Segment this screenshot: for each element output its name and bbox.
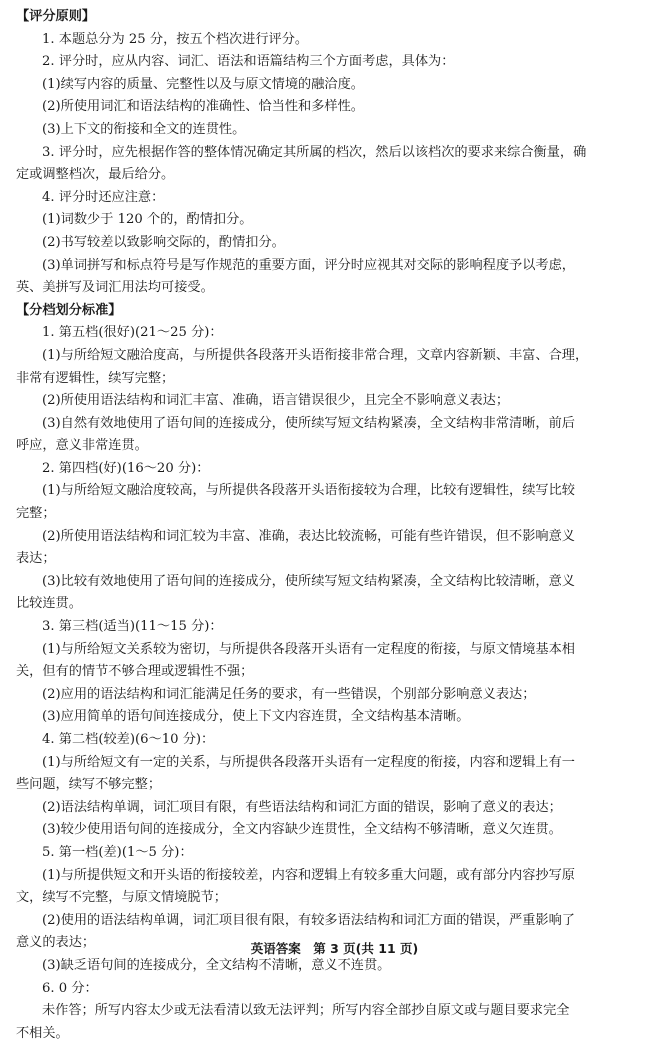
text-line: (2)应用的语法结构和词汇能满足任务的要求，有一些错误，个别部分影响意义表达；: [42, 686, 536, 702]
text-line: 1. 本题总分为 25 分，按五个档次进行评分。: [42, 31, 309, 47]
text-line: 非常有逻辑性，续写完整；: [16, 370, 175, 386]
grade-level-title: 6. 0 分：: [42, 980, 98, 996]
text-line: (3)单词拼写和标点符号是写作规范的重要方面，评分时应视其对交际的影响程度予以考虑，: [42, 257, 575, 273]
text-line: 比较连贯。: [16, 596, 82, 612]
text-line: (2)使用的语法结构单调，词汇项目很有限，有较多语法结构和词汇方面的错误，严重影响了: [42, 912, 575, 928]
text-line: (1)与所给短文有一定的关系，与所提供各段落开头语有一定程度的衔接，内容和逻辑上有一: [42, 754, 575, 770]
text-line: (2)所使用词汇和语法结构的准确性、恰当性和多样性。: [42, 99, 364, 115]
text-line: 意义的表达；: [16, 935, 96, 951]
text-line: (2)书写较差以致影响交际的，酌情扣分。: [42, 234, 285, 250]
grade-level-title: 1. 第五档(很好)(21～25 分)：: [42, 325, 223, 341]
text-line: (1)与所给短文关系较为密切，与所提供各段落开头语有一定程度的衔接，与原文情境基本相: [42, 641, 575, 657]
grade-level-title: 4. 第二档(较差)(6～10 分)：: [42, 732, 215, 747]
text-line: (2)所使用语法结构和词汇较为丰富、准确，表达比较流畅，可能有些许错误，但不影响意义: [42, 528, 575, 544]
text-line: (3)比较有效地使用了语句间的连接成分，使所续写短文结构紧凑，全文结构比较清晰，意义: [42, 573, 575, 589]
text-line: (3)自然有效地使用了语句间的连接成分，使所续写短文结构紧凑，全文结构非常清晰，前后: [42, 415, 575, 431]
section-heading-grading-criteria: 【分档划分标准】: [16, 302, 122, 318]
text-line: (1)与所给短文融洽度高，与所提供各段落开头语衔接非常合理，文章内容新颖、丰富、合理，: [42, 347, 589, 363]
text-line: 关，但有的情节不够合理或逻辑性不强；: [16, 664, 254, 680]
text-line: (2)所使用语法结构和词汇丰富、准确，语言错误很少，且完全不影响意义表达；: [42, 393, 510, 409]
text-line: (3)较少使用语句间的连接成分，全文内容缺少连贯性，全文结构不够清晰，意义欠连贯。: [42, 822, 562, 838]
text-line: 文，续写不完整，与原文情境脱节；: [16, 890, 227, 906]
grade-level-title: 2. 第四档(好)(16～20 分)：: [42, 460, 210, 476]
text-line: 未作答；所写内容太少或无法看清以致无法评判；所写内容全部抄自原文或与题目要求完全: [42, 1003, 570, 1019]
page-footer: 英语答案 第 3 页(共 11 页): [250, 941, 419, 956]
text-line: (1)词数少于 120 个的，酌情扣分。: [42, 212, 253, 228]
text-line: 表达；: [16, 551, 56, 567]
section-heading-scoring-principles: 【评分原则】: [16, 9, 96, 24]
text-line: (1)续写内容的质量、完整性以及与原文情境的融洽度。: [42, 76, 364, 92]
grade-level-title: 3. 第三档(适当)(11～15 分)：: [42, 619, 223, 635]
text-line: 完整；: [16, 506, 56, 522]
text-line: 些问题，续写不够完整；: [16, 777, 162, 793]
text-line: (2)语法结构单调，词汇项目有限，有些语法结构和词汇方面的错误，影响了意义的表达；: [42, 799, 562, 815]
text-line: 呼应，意义非常连贯。: [16, 438, 148, 454]
text-line: (3)应用简单的语句间连接成分，使上下文内容连贯，全文结构基本清晰。: [42, 709, 470, 725]
text-line: (3)缺乏语句间的连接成分，全文结构不清晰，意义不连贯。: [42, 957, 391, 973]
text-line: (1)与所提供短文和开头语的衔接较差，内容和逻辑上有较多重大问题，或有部分内容抄写原: [42, 867, 575, 883]
text-line: 定或调整档次，最后给分。: [16, 167, 175, 183]
text-line: 英、美拼写及词汇用法均可接受。: [16, 280, 214, 296]
text-line: (1)与所给短文融洽度较高，与所提供各段落开头语衔接较为合理，比较有逻辑性，续写比较: [42, 483, 575, 499]
text-line: 4. 评分时还应注意：: [42, 189, 165, 205]
text-line: 不相关。: [16, 1025, 69, 1041]
text-line: 3. 评分时，应先根据作答的整体情况确定其所属的档次，然后以该档次的要求来综合衡量，确: [42, 144, 587, 160]
grade-level-title: 5. 第一档(差)(1～5 分)：: [42, 844, 193, 860]
text-line: 2. 评分时，应从内容、词汇、语法和语篇结构三个方面考虑，具体为：: [42, 54, 455, 70]
text-line: (3)上下文的衔接和全文的连贯性。: [42, 121, 246, 137]
